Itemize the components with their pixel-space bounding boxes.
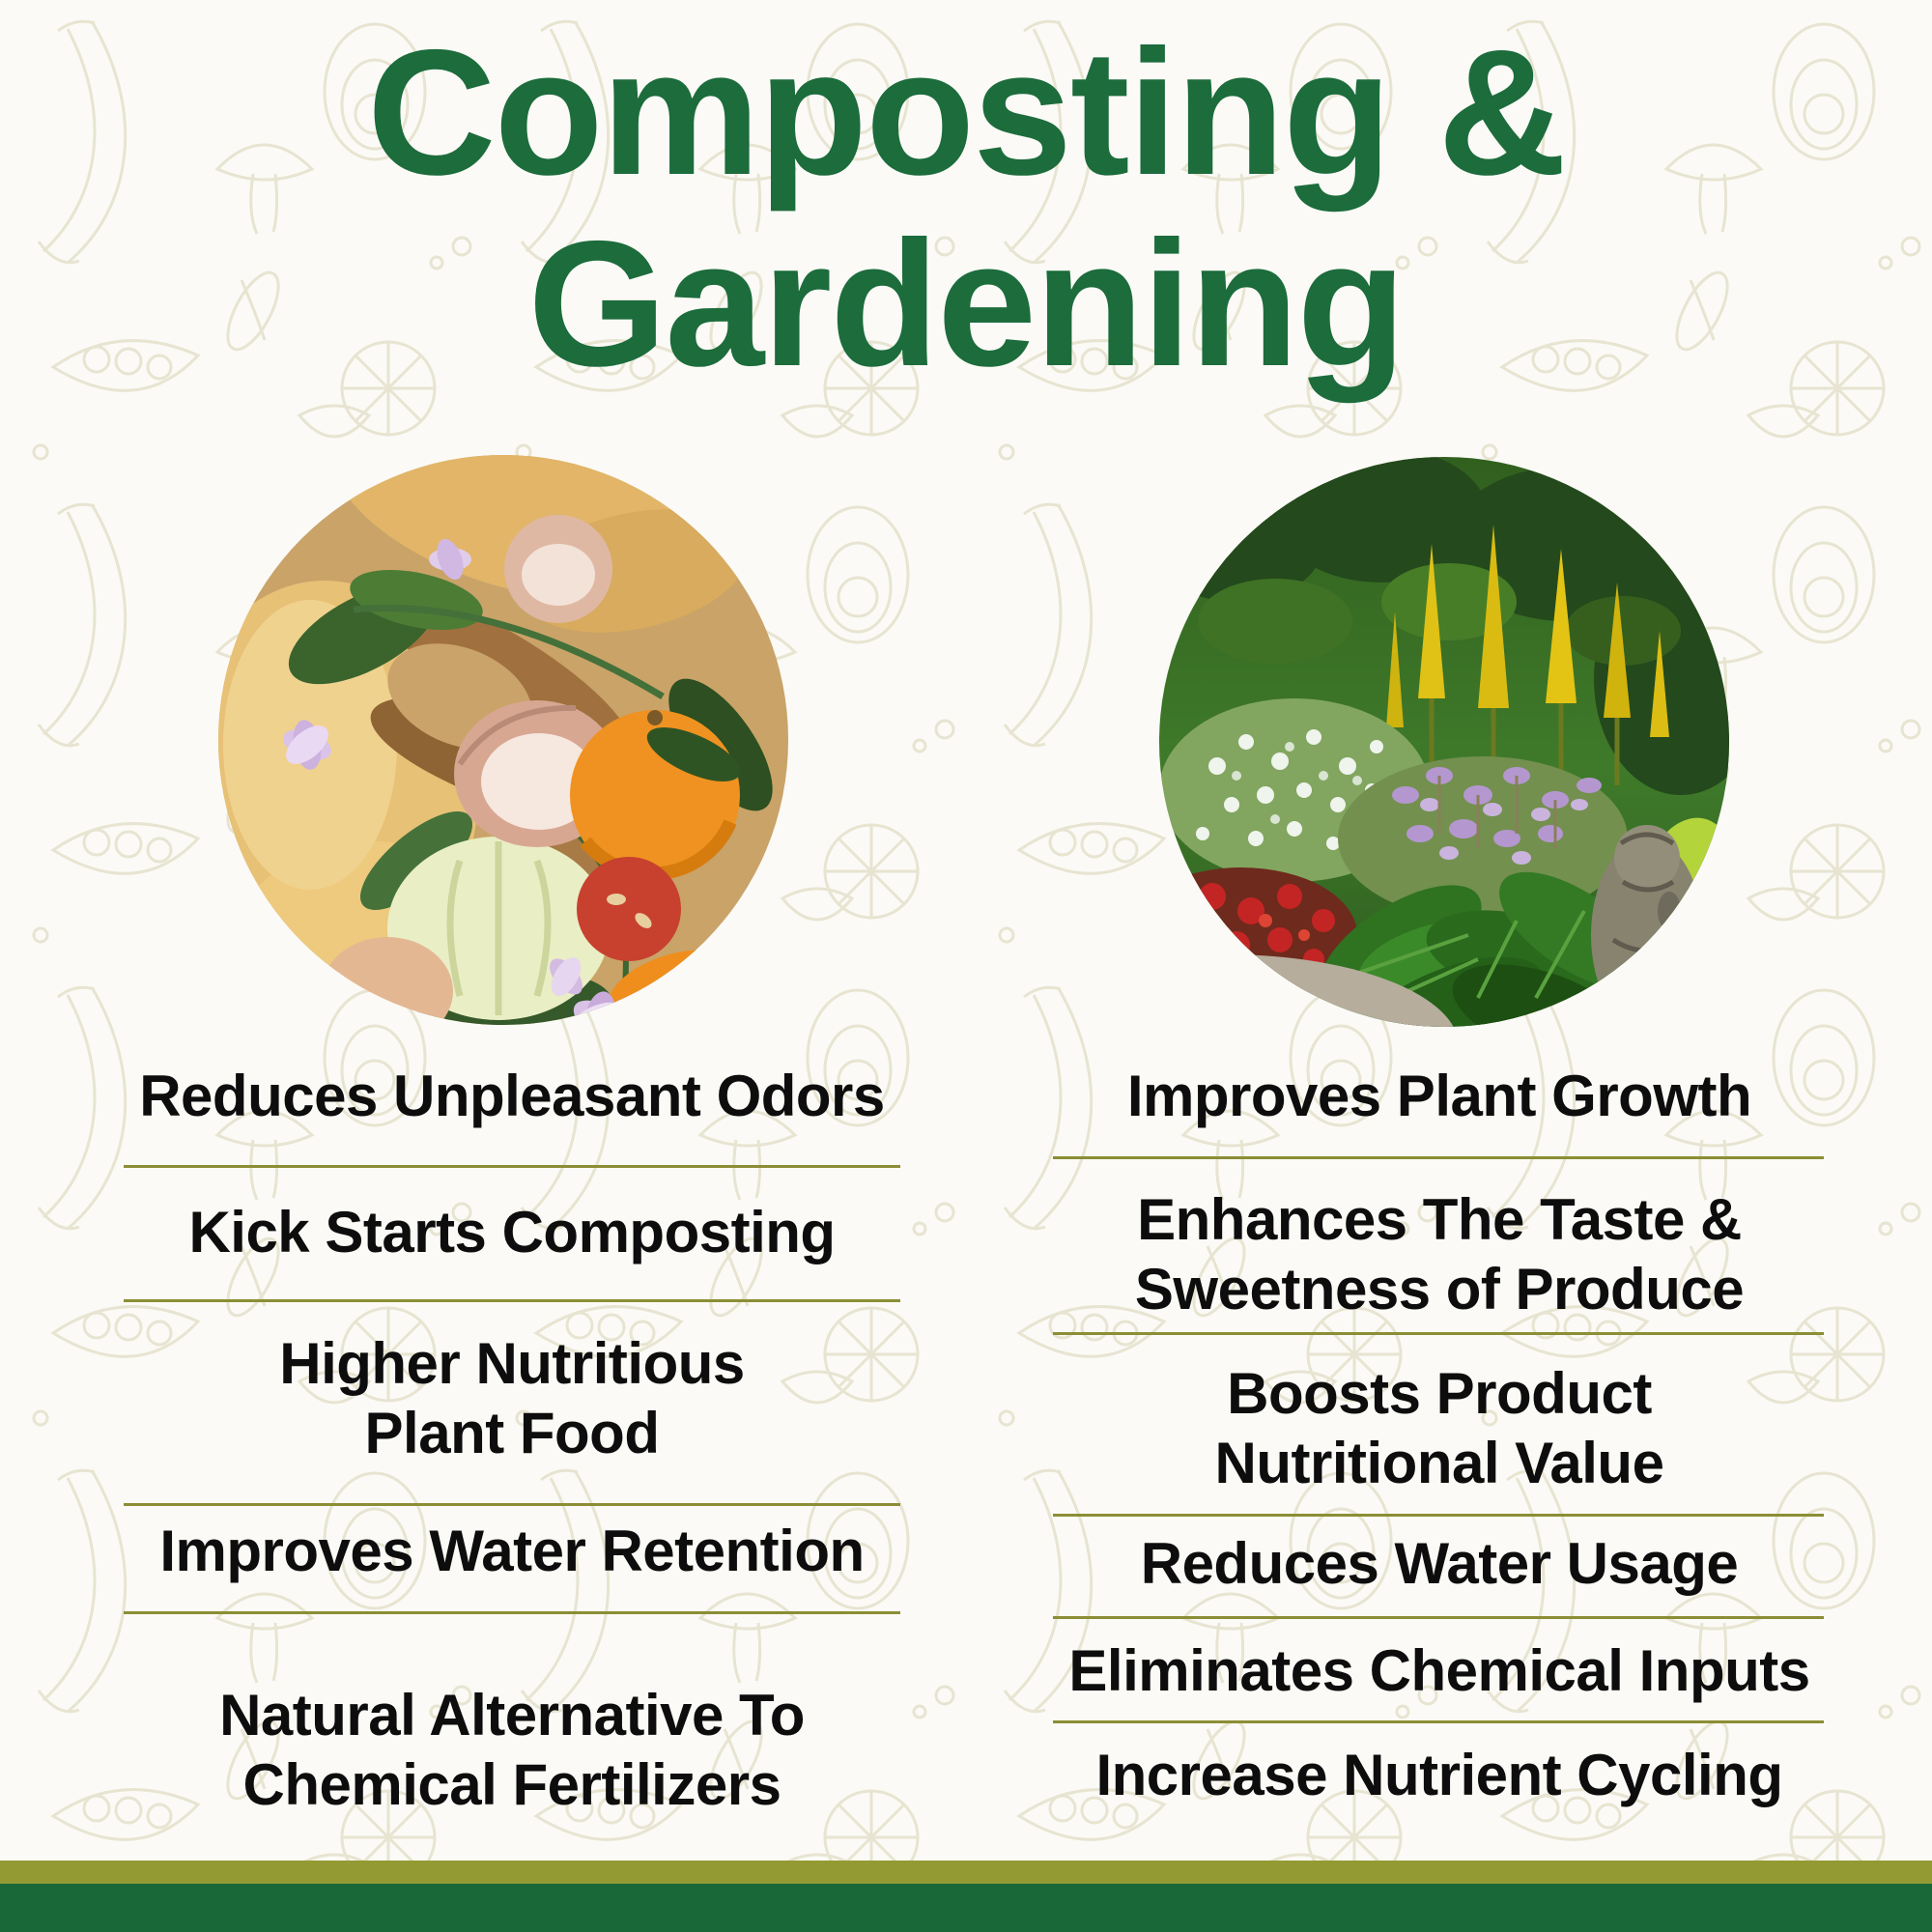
page-title-line1: Composting & [366,14,1566,213]
benefit-item [97,1681,927,1820]
garden-illustration [1159,457,1729,1027]
benefit-text: Improves Plant Growth [1126,1064,1752,1128]
benefit-text: Boosts Product [1227,1361,1652,1426]
benefit-text: Increase Nutrient Cycling [1095,1743,1783,1807]
benefit-item [1024,1062,1855,1131]
divider-line [124,1165,900,1168]
benefit-item [1024,1529,1855,1599]
divider-line [1053,1514,1824,1517]
benefit-text: Nutritional Value [1214,1431,1664,1495]
divider-line [124,1299,900,1302]
benefit-item [1024,1359,1855,1498]
compost-photo [218,455,788,1025]
benefit-text: Enhances The Taste & [1137,1187,1742,1252]
divider-line [1053,1720,1824,1723]
page-title-line2: Gardening [527,205,1405,404]
benefit-text: Chemical Fertilizers [242,1752,781,1817]
footer-green-bar [0,1884,1932,1932]
divider-line [1053,1332,1824,1335]
divider-line [1053,1156,1824,1159]
page-title [0,14,1932,404]
benefit-text: Plant Food [364,1401,660,1465]
benefit-text: Reduces Water Usage [1140,1531,1739,1596]
benefit-text: Higher Nutritious [279,1331,745,1396]
divider-line [124,1503,900,1506]
compost-illustration [218,455,788,1025]
divider-line [1053,1616,1824,1619]
benefit-item [97,1198,927,1267]
benefit-text: Eliminates Chemical Inputs [1068,1638,1810,1703]
benefit-item [1024,1636,1855,1706]
benefit-text: Sweetness of Produce [1134,1257,1745,1321]
tomato-slice [577,857,681,961]
garden-photo [1159,457,1729,1027]
benefit-item [1024,1741,1855,1810]
benefit-item [97,1517,927,1586]
benefit-item [97,1329,927,1468]
benefit-text: Kick Starts Composting [188,1200,836,1264]
benefit-text: Improves Water Retention [159,1519,865,1583]
benefit-text: Natural Alternative To [219,1683,805,1747]
benefit-text: Reduces Unpleasant Odors [139,1064,885,1128]
footer-olive-stripe [0,1861,1932,1884]
benefit-item [97,1062,927,1131]
benefit-item [1024,1185,1855,1324]
divider-line [124,1611,900,1614]
